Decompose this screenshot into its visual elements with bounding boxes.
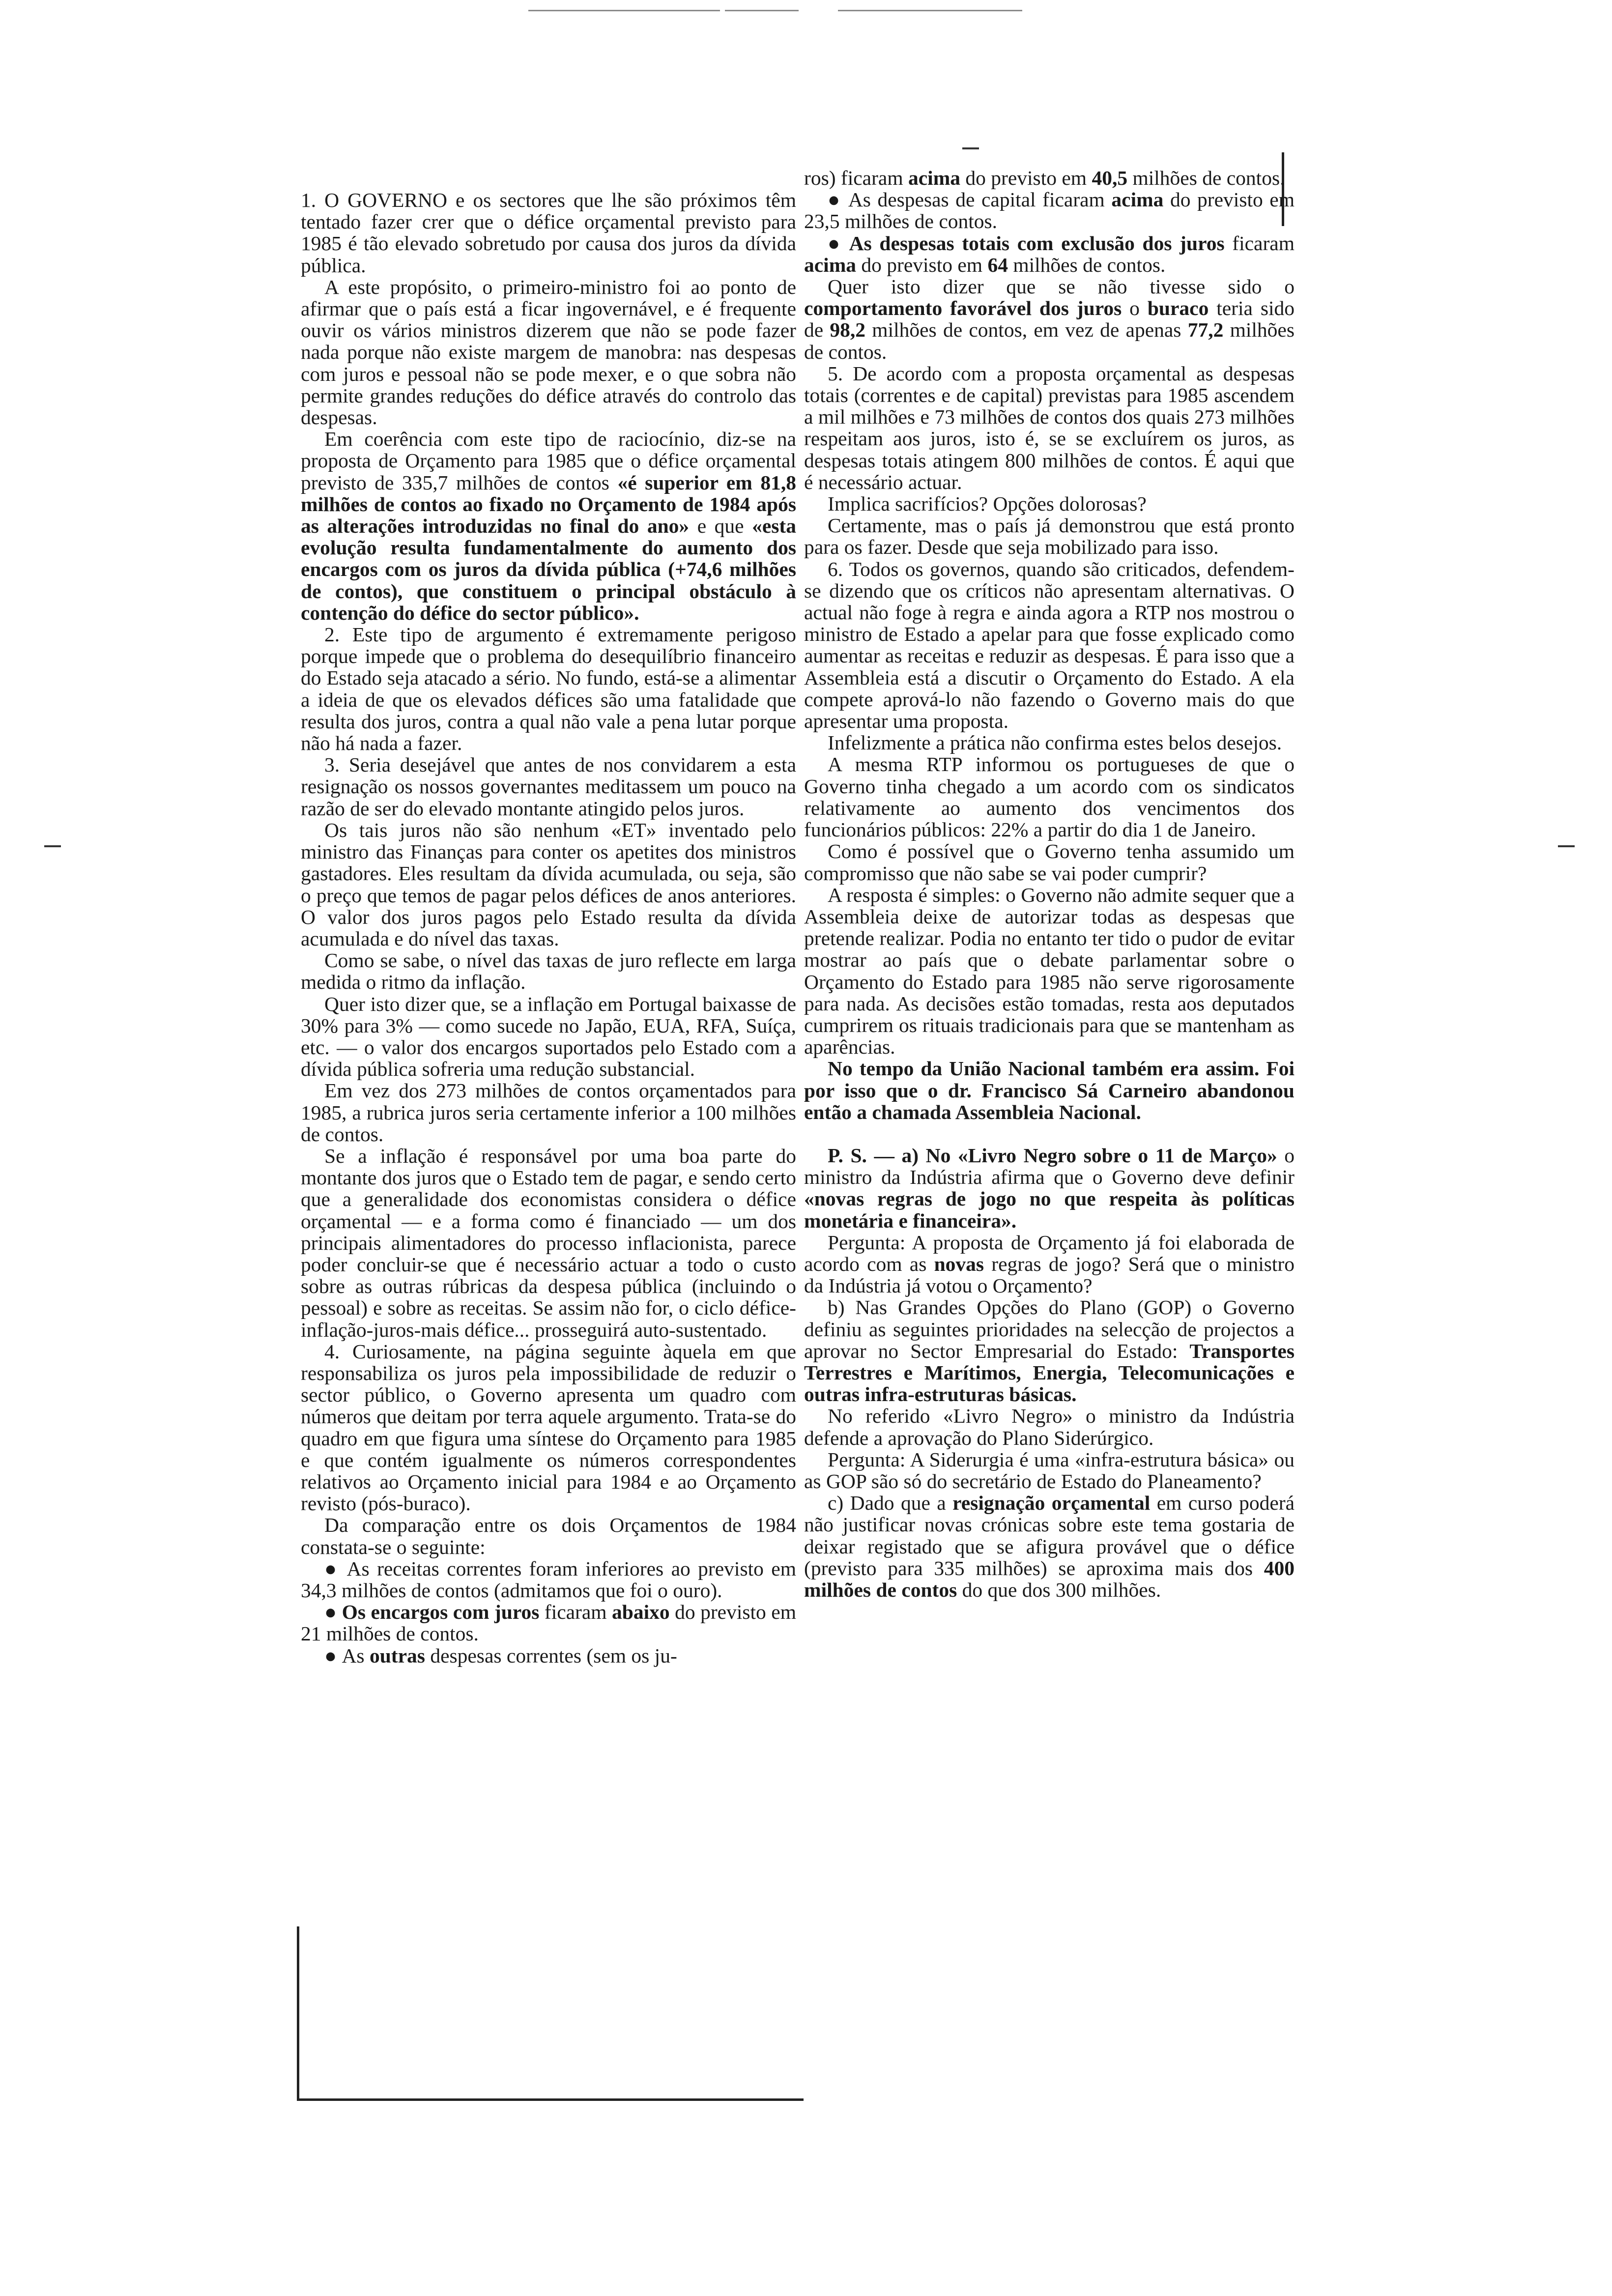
margin-dash [1558, 845, 1575, 847]
right-column [804, 167, 1295, 1601]
paragraph: 6. Todos os governos, quando são criticados, defendem-se dizendo que os críticos não apresentam alternativas. O actual não foge à regra e ainda agora a RTP nos mostrou o ministro de Estado a apelar para que fosse explicado como aumentar as receitas e reduzir as despesas. É para isso que a Assembleia está a discutir o Orçamento do Estado. A ela compete aprová-lo não fazendo o Governo mais do que apresentar uma proposta. [804, 557, 1295, 733]
paragraph: Os tais juros não são nenhum «ET» inventado pelo ministro das Finanças para conter os apetites dos ministros gastadores. Eles resultam da dívida acumulada, ou seja, são o preço que temos de pagar pelos défices de anos anteriores. O valor dos juros pagos pelo Estado resulta da dívida acumulada e do nível das taxas. [301, 818, 796, 950]
paragraph: 1. O GOVERNO e os sectores que lhe são próximos têm tentado fazer crer que o défice orçamental previsto para 1985 é tão elevado sobretudo por causa dos juros da dívida pública. [301, 189, 796, 277]
scan-top-rule [838, 10, 1022, 11]
paragraph: Da comparação entre os dois Orçamentos de 1984 constata-se o seguinte: [301, 1514, 796, 1558]
paragraph: c) Dado que a resignação orçamental em curso poderá não justificar novas crónicas sobre este tema gostaria de deixar registado que se afigura provável que o défice (previsto para 335 milhões) se aproxima mais dos 400 milhões de contos do que dos 300 milhões. [804, 1492, 1295, 1601]
paragraph: 2. Este tipo de argumento é extremamente perigoso porque impede que o problema do desequilíbrio financeiro do Estado seja atacado a sério. No fundo, está-se a alimentar a ideia de que os elevados défices são uma fatalidade que resulta dos juros, contra a qual não vale a pena lutar porque não há nada a fazer. [301, 623, 796, 755]
paragraph: b) Nas Grandes Opções do Plano (GOP) o Governo definiu as seguintes prioridades na selecção de projectos a aprovar no Sector Empresarial do Estado: Transportes Terrestres e Marítimos, Energia, Telecomunicações e outras infra-estruturas básicas. [804, 1296, 1295, 1406]
postscript: P. S. — a) No «Livro Negro sobre o 11 de Março» o ministro da Indústria afirma que o Governo deve definir «novas regras de jogo no que respeita às políticas monetária e financeira». [804, 1144, 1295, 1232]
paragraph: Pergunta: A Siderurgia é uma «infra-estrutura básica» ou as GOP são só do secretário de Estado do Planeamento? [804, 1448, 1295, 1492]
margin-dash [44, 845, 61, 847]
paragraph: Quer isto dizer que, se a inflação em Portugal baixasse de 30% para 3% — como sucede no Japão, EUA, RFA, Suíça, etc. — o valor dos encargos suportados pelo Estado com a dívida pública sofreria uma redução substancial. [301, 992, 796, 1081]
bullet-icon: ● [324, 1601, 342, 1624]
frame-rule-left [297, 1926, 299, 2101]
paragraph: No referido «Livro Negro» o ministro da Indústria defende a aprovação do Plano Siderúrgico. [804, 1405, 1295, 1449]
paragraph: 5. De acordo com a proposta orçamental as despesas totais (correntes e de capital) previstas para 1985 ascendem a mil milhões e 73 milhões de contos dos quais 273 milhões respeitam aos juros, isto é, se se excluírem os juros, as despesas totais atingem 800 milhões de contos. É aqui que é necessário actuar. [804, 362, 1295, 493]
paragraph: Quer isto dizer que se não tivesse sido o comportamento favorável dos juros o buraco teria sido de 98,2 milhões de contos, em vez de apenas 77,2 milhões de contos. [804, 275, 1295, 363]
paragraph: Em coerência com este tipo de raciocínio, diz-se na proposta de Orçamento para 1985 que o défice orçamental previsto de 335,7 milhões de contos «é superior em 81,8 milhões de contos ao fixado no Orçamento de 1984 após as alterações introduzidas no final do ano» e que «esta evolução resulta fundamentalmente do aumento dos encargos com os juros da dívida pública (+74,6 milhões de contos), que constituem o principal obstáculo à contenção do défice do sector público». [301, 428, 796, 624]
margin-dash [962, 147, 979, 149]
left-column [301, 189, 796, 1666]
bullet-icon: ● [324, 1557, 347, 1580]
paragraph: Se a inflação é responsável por uma boa parte do montante dos juros que o Estado tem de pagar, e sendo certo que a generalidade dos economistas considera o défice orçamental — e a forma como é financiado — um dos principais alimentadores do processo inflacionista, parece poder concluir-se que é necessário actuar a todo o custo sobre as outras rúbricas da despesa pública (incluindo o pessoal) e sobre as receitas. Se assim não for, o ciclo défice-inflação-juros-mais défice... prosseguirá auto-sustentado. [301, 1144, 796, 1341]
bullet-item: ● As receitas correntes foram inferiores ao previsto em 34,3 milhões de contos (admitamos que foi o ouro). [301, 1557, 796, 1602]
paragraph: Infelizmente a prática não confirma estes belos desejos. [828, 731, 1282, 754]
closing-paragraph: No tempo da União Nacional também era assim. Foi por isso que o dr. Francisco Sá Carneiro abandonou então a chamada Assembleia Nacional. [804, 1057, 1295, 1123]
paragraph: Em vez dos 273 milhões de contos orçamentados para 1985, a rubrica juros seria certamente inferior a 100 milhões de contos. [301, 1079, 796, 1146]
paragraph: A resposta é simples: o Governo não admite sequer que a Assembleia deixe de autorizar todas as despesas que pretende realizar. Podia no entanto ter tido o pudor de evitar mostrar ao país que o debate parlamentar sobre o Orçamento do Estado para 1985 não serve rigorosamente para nada. As decisões estão tomadas, resta aos deputados cumprirem os rituais tradicionais para que se mantenham as aparências. [804, 883, 1295, 1059]
bullet-icon: ● [324, 1644, 342, 1667]
bullet-item: ● As outras despesas correntes (sem os ju- [324, 1644, 677, 1667]
paragraph: Implica sacrifícios? Opções dolorosas? [828, 492, 1147, 516]
bullet-icon: ● [828, 188, 848, 211]
paragraph: 4. Curiosamente, na página seguinte àquela em que responsabiliza os juros pela impossibilidade de reduzir o sector público, o Governo apresenta um quadro com números que deitam por terra aquele argumento. Trata-se do quadro em que figura uma síntese do Orçamento para 1985 e que contém igualmente os números correspondentes relativos ao Orçamento inicial para 1984 e ao Orçamento revisto (pós-buraco). [301, 1340, 796, 1515]
bullet-item: ● As despesas de capital ficaram acima do previsto em 23,5 milhões de contos. [804, 188, 1295, 233]
scan-top-rule [528, 10, 720, 11]
bullet-item: ● As despesas totais com exclusão dos juros ficaram acima do previsto em 64 milhões de contos. [804, 231, 1295, 276]
paragraph: 3. Seria desejável que antes de nos convidarem a esta resignação os nossos governantes meditassem um pouco na razão de ser do elevado montante atingido pelos juros. [301, 753, 796, 820]
paragraph: Pergunta: A proposta de Orçamento já foi elaborada de acordo com as novas regras de jogo? Será que o ministro da Indústria já votou o Orçamento? [804, 1231, 1295, 1297]
paragraph: ros) ficaram acima do previsto em 40,5 milhões de contos. [804, 167, 1285, 189]
bullet-icon: ● [828, 231, 849, 255]
paragraph: A este propósito, o primeiro-ministro foi ao ponto de afirmar que o país está a ficar ingovernável, e é frequente ouvir os vários ministros dizerem que não se pode fazer nada porque não existe margem de manobra: nas despesas com juros e pessoal não se pode mexer, e o que sobra não permite grandes reduções do défice através do controlo das despesas. [301, 275, 796, 429]
paragraph: Certamente, mas o país já demonstrou que está pronto para os fazer. Desde que seja mobilizado para isso. [804, 514, 1295, 559]
bullet-item: ● Os encargos com juros ficaram abaixo do previsto em 21 milhões de contos. [301, 1601, 796, 1645]
paragraph: Como se sabe, o nível das taxas de juro reflecte em larga medida o ritmo da inflação. [301, 949, 796, 994]
frame-rule-bottom [297, 2098, 804, 2101]
paragraph: A mesma RTP informou os portugueses de que o Governo tinha chegado a um acordo com os sindicatos relativamente ao aumento dos vencimentos dos funcionários públicos: 22% a partir do dia 1 de Janeiro. [804, 753, 1295, 841]
paragraph: Como é possível que o Governo tenha assumido um compromisso que não sabe se vai poder cumprir? [804, 840, 1295, 885]
scan-top-rule [725, 10, 799, 11]
